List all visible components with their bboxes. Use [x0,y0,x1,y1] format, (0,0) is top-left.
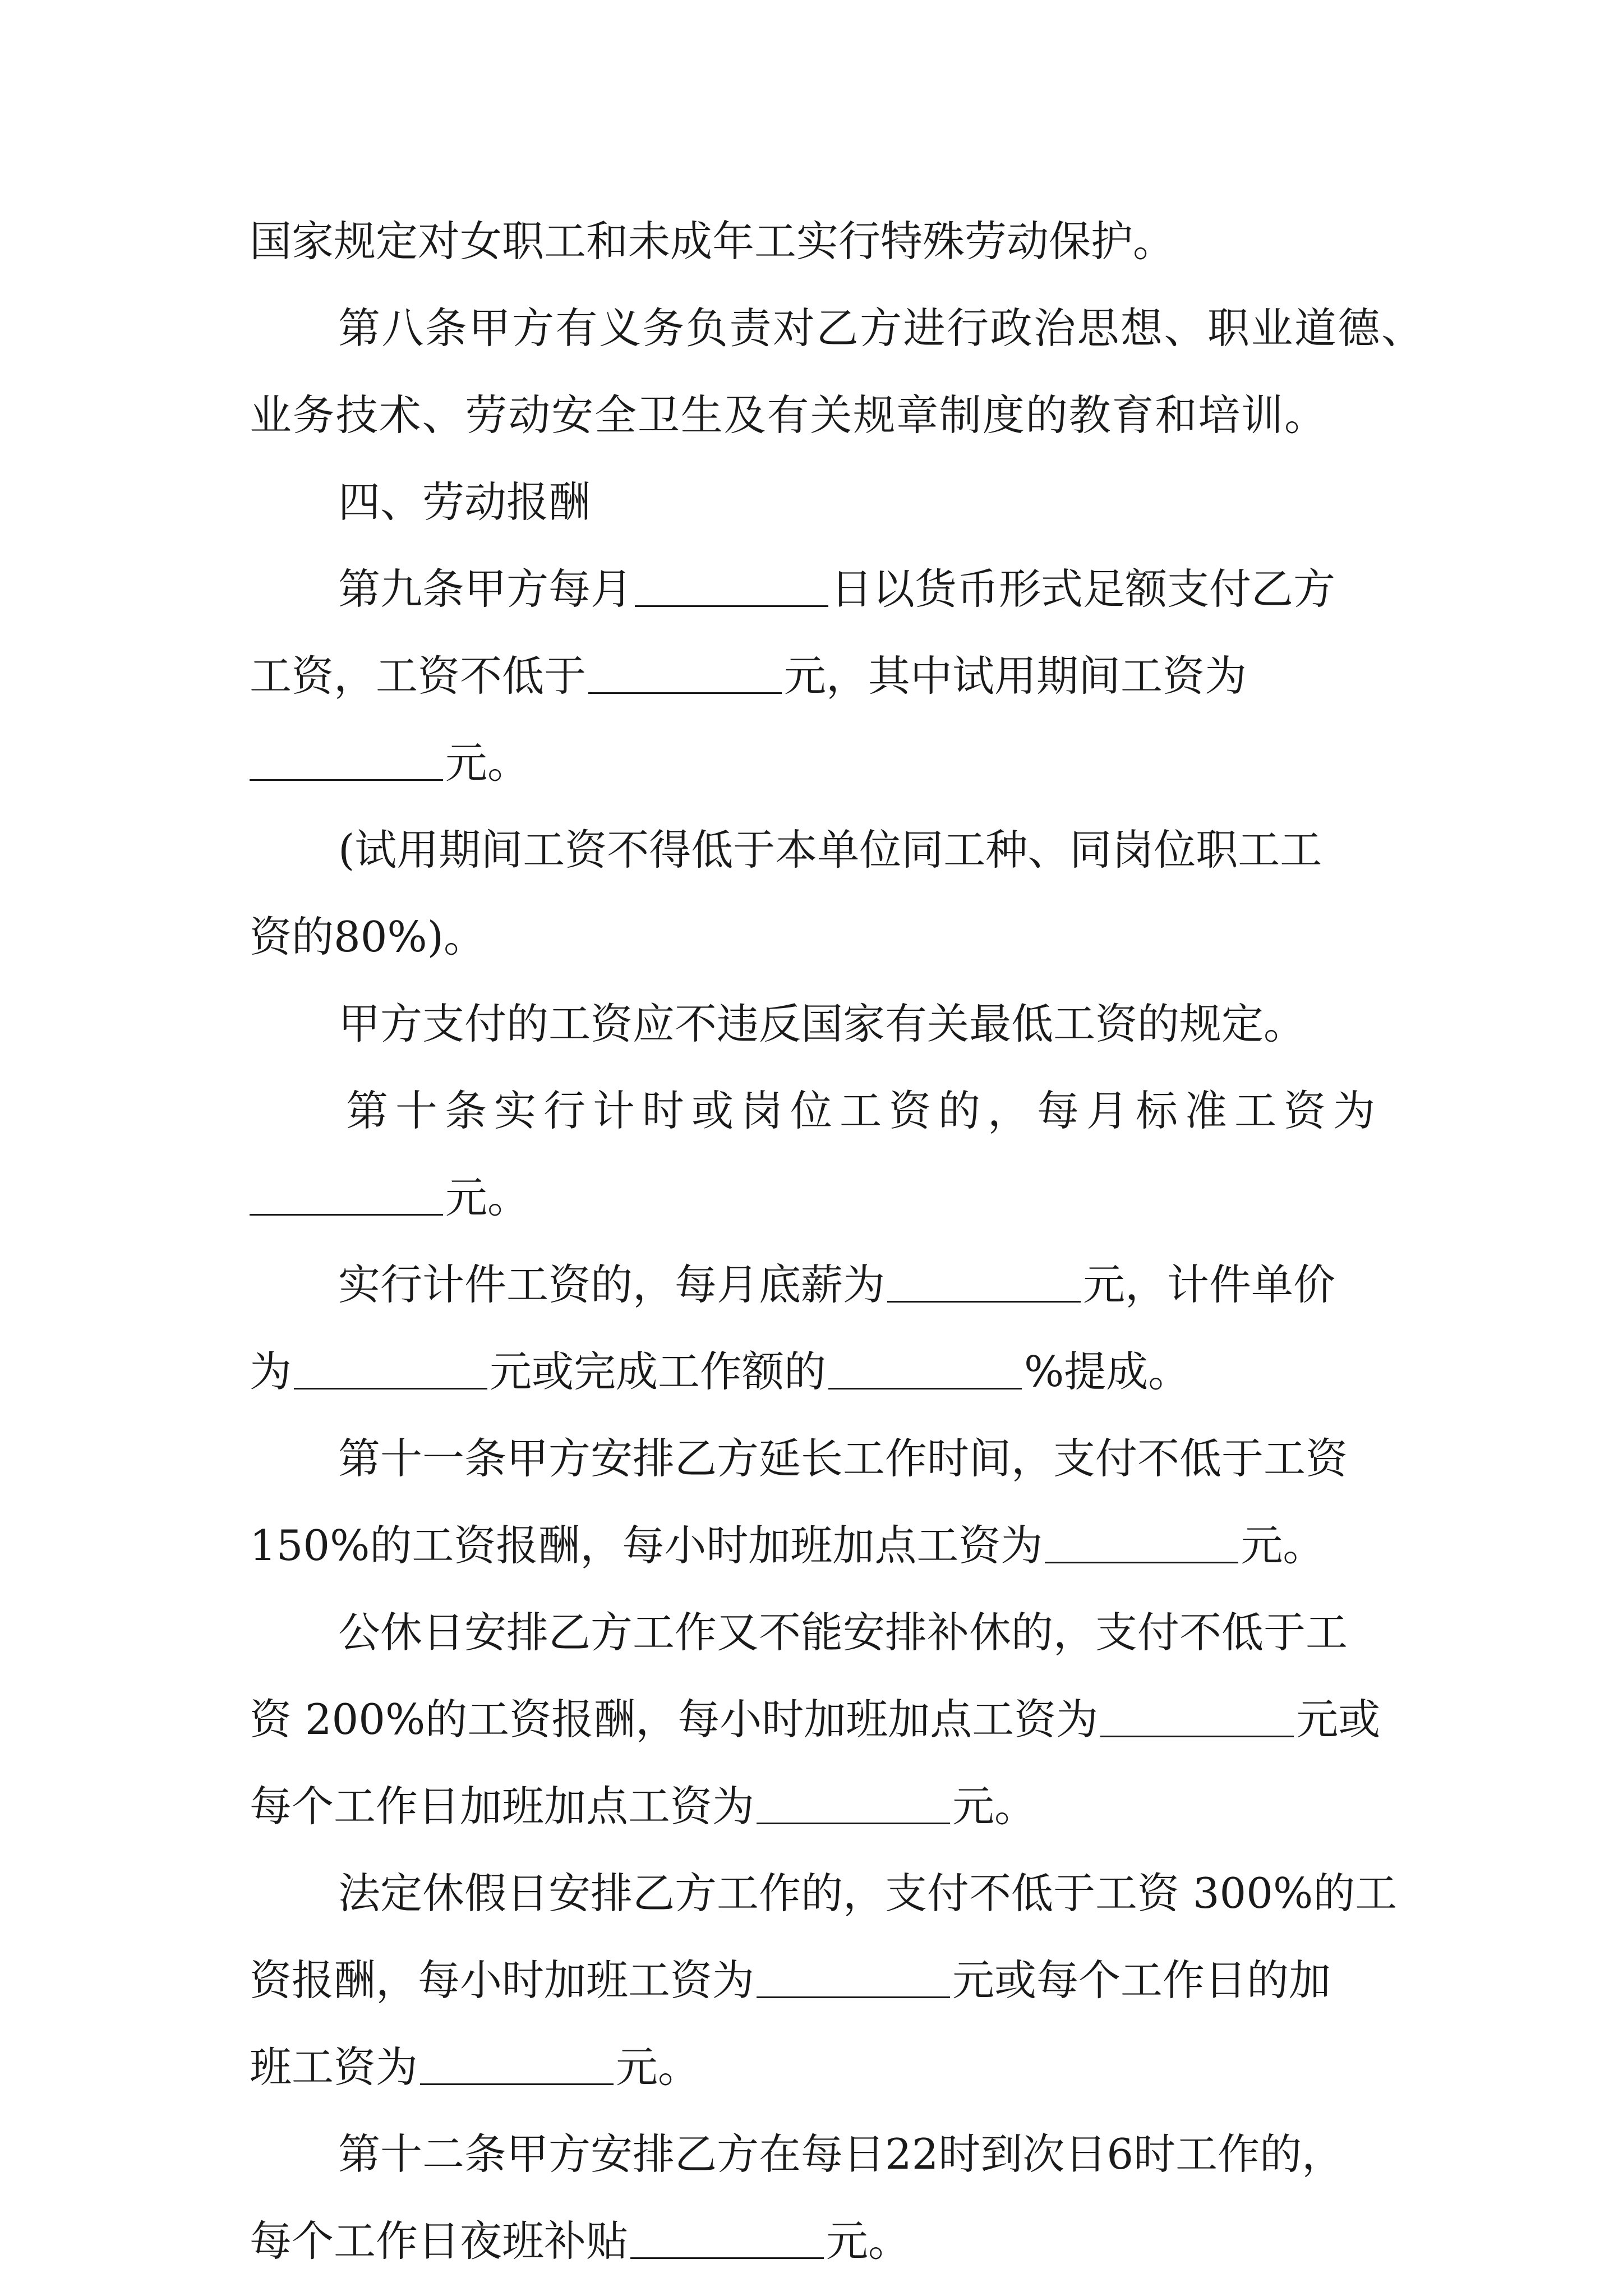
text-segment: 元或完成工作额的 [490,1347,827,1396]
text-line: 业务技术、劳动安全卫生及有关规章制度的教育和培训。 [250,390,1326,440]
text-segment: 元，其中试用期间工资为 [784,651,1247,701]
text-line [250,2213,910,2269]
text-line: 甲方支付的工资应不违反国家有关最低工资的规定。 [338,999,1306,1048]
text-line: 法定休假日安排乙方工作的，支付不低于工资 300%的工 [338,1869,1398,1918]
text-segment: 元，计件单价 [1083,1260,1336,1309]
text-segment: 为 [250,1347,292,1396]
text-line: 资的80%)。 [250,912,486,961]
text-segment: 每个工作日加班加点工资为 [250,1782,755,1831]
text-segment: 第九条甲方每月 [338,564,633,614]
blank-field [757,1957,950,1998]
text-line [250,1517,1325,1573]
text-segment: 元。 [952,1782,1037,1831]
text-line [250,1691,1380,1747]
text-segment: 日以货币形式足额支付乙方 [831,564,1336,614]
blank-field [757,1783,950,1824]
blank-field [887,1262,1081,1303]
text-line [250,735,529,791]
text-line [250,1343,1190,1400]
text-line: (试用期间工资不得低于本单位同工种、同岗位职工工 [338,825,1322,875]
text-segment: 元或每个工作日的加 [952,1955,1331,2005]
blank-field [635,566,828,607]
blank-field [828,1349,1022,1389]
text-segment: 资报酬，每小时加班工资为 [250,1955,755,2005]
blank-field [1045,1522,1238,1563]
text-line: 第十二条甲方安排乙方在每日22时到次日6时工作的， [338,2129,1344,2179]
text-segment: 工资，工资不低于 [250,651,587,701]
text-segment: 实行计件工资的，每月底薪为 [338,1260,886,1309]
blank-field [420,2044,614,2085]
text-line [250,648,1247,704]
text-segment: 资 200%的工资报酬，每小时加班加点工资为 [250,1695,1099,1744]
text-segment: 元。 [826,2216,911,2266]
text-line [250,1778,1036,1834]
text-segment: 元。 [1241,1521,1325,1570]
text-segment: 150%的工资报酬，每小时加班加点工资为 [250,1521,1043,1570]
text-line [250,2039,700,2095]
text-segment: %提成。 [1024,1347,1191,1396]
blank-field [294,1349,487,1389]
text-line: 第八条甲方有义务负责对乙方进行政治思想、职业道德、 [338,303,1423,353]
text-segment: 每个工作日夜班补贴 [250,2216,629,2266]
blank-field [588,653,782,694]
text-line: 第十条实行计时或岗位工资的，每月标准工资为 [346,1086,1375,1135]
text-segment: 元。 [616,2042,700,2092]
text-segment: 元。 [445,738,530,788]
text-line: 公休日安排乙方工作又不能安排补休的，支付不低于工 [338,1608,1348,1657]
blank-field [1100,1696,1294,1737]
text-segment: 元或 [1296,1695,1381,1744]
text-line: 国家规定对女职工和未成年工实行特殊劳动保护。 [250,217,1175,266]
text-line [250,1170,529,1226]
text-segment: 班工资为 [250,2042,418,2092]
blank-field [630,2218,824,2259]
blank-field [250,740,443,781]
text-line [338,1257,1335,1313]
blank-field [250,1175,443,1216]
section-heading: 四、劳动报酬 [338,477,591,527]
text-line: 第十一条甲方安排乙方延长工作时间，支付不低于工资 [338,1434,1348,1483]
text-line [338,561,1335,617]
text-segment: 元。 [445,1173,530,1222]
text-line [250,1952,1331,2008]
